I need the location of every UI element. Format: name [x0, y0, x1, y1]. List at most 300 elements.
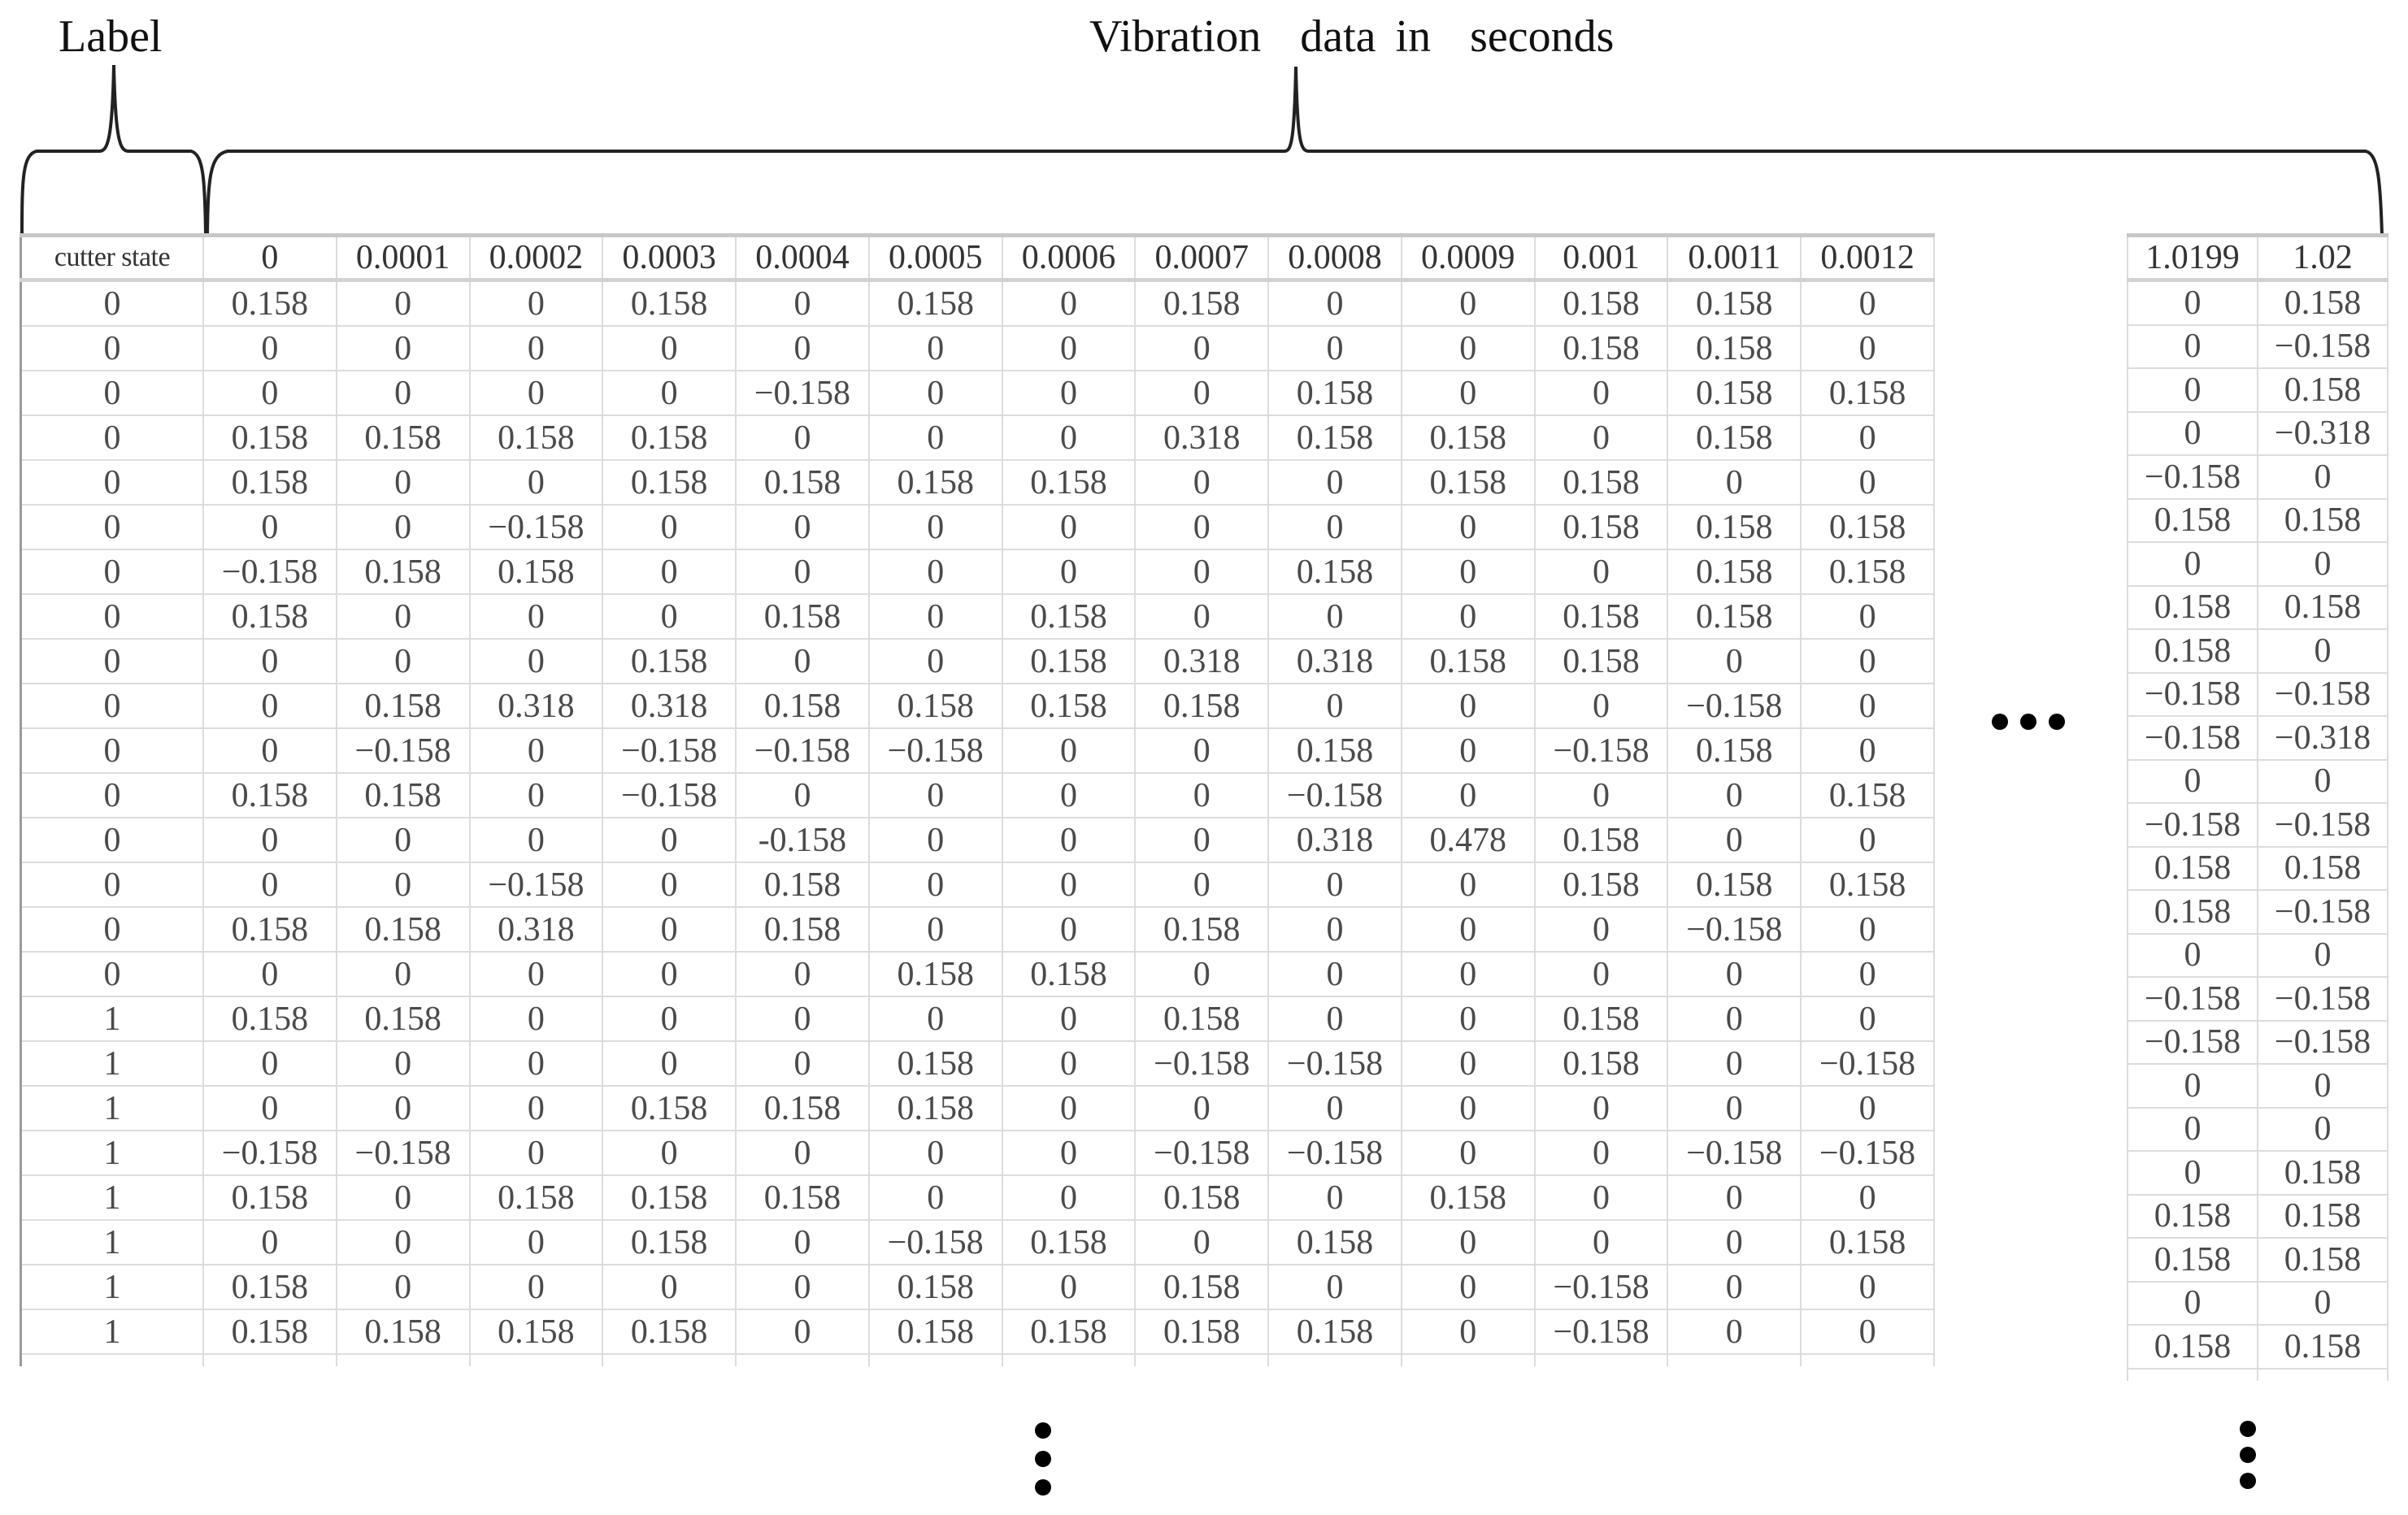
brace-annotations — [0, 0, 2408, 244]
vibration-cell: 0.158 — [869, 952, 1002, 996]
table-row — [2128, 586, 2388, 630]
vibration-cell: 0 — [1535, 415, 1668, 460]
vibration-cell: −0.158 — [337, 728, 470, 773]
vibration-cell: 0 — [1135, 594, 1268, 639]
column-header-time: 0.0003 — [602, 236, 736, 280]
vibration-cell: 0 — [337, 505, 470, 549]
vibration-cell: 0 — [470, 773, 603, 818]
vibration-cell: 0 — [1135, 460, 1268, 505]
vibration-cell: 0.158 — [337, 684, 470, 728]
table-row — [21, 1220, 1935, 1265]
table-row — [21, 460, 1935, 505]
vibration-cell: 0 — [736, 952, 869, 996]
vibration-cell: 0.158 — [1535, 505, 1668, 549]
vibration-cell: 0 — [1667, 639, 1801, 684]
vibration-cell: 0 — [1402, 1131, 1535, 1175]
vibration-cell: 0 — [1667, 996, 1801, 1041]
vibration-cell: 0 — [470, 594, 603, 639]
vibration-cell: 0 — [869, 415, 1002, 460]
vibration-cell: 0.158 — [736, 460, 869, 505]
vibration-cell: 0 — [1002, 1086, 1136, 1131]
table-row — [2128, 977, 2388, 1021]
vibration-cell: 0.158 — [337, 1309, 470, 1354]
header-row — [21, 236, 1935, 280]
vibration-cell: 0.158 — [203, 996, 337, 1041]
vibration-cell: 0 — [869, 818, 1002, 862]
vibration-cell: 0.158 — [1002, 460, 1136, 505]
table-row — [2128, 1021, 2388, 1065]
vibration-cell: 0.158 — [1535, 326, 1668, 371]
vibration-cell: 0 — [602, 818, 736, 862]
vibration-cell: 0 — [1667, 1041, 1801, 1086]
vibration-cell: −0.158 — [337, 1131, 470, 1175]
vibration-cell: 0.158 — [1135, 1265, 1268, 1309]
vibration-cell: 0 — [736, 1220, 869, 1265]
vibration-cell: 0 — [602, 996, 736, 1041]
vibration-cell: −0.158 — [602, 728, 736, 773]
vibration-cell: 0.158 — [869, 460, 1002, 505]
vibration-cell: 0.158 — [1667, 415, 1801, 460]
vibration-cell: −0.158 — [2128, 1021, 2258, 1065]
table-row — [21, 639, 1935, 684]
vibration-cell: -0.158 — [736, 818, 869, 862]
vibration-cell: 0 — [1002, 549, 1136, 594]
vibration-cell: 0.158 — [736, 1175, 869, 1220]
vibration-cell: 0 — [337, 639, 470, 684]
vibration-cell: 0 — [736, 505, 869, 549]
vibration-cell: 0.158 — [2128, 890, 2258, 934]
vibration-cell: 0 — [736, 415, 869, 460]
vibration-cell: 0 — [2258, 934, 2388, 978]
table-row — [2128, 1195, 2388, 1239]
vibration-cell: 0 — [1667, 818, 1801, 862]
vibration-cell: 0 — [203, 505, 337, 549]
vibration-cell: 0 — [602, 594, 736, 639]
vibration-cell: 0 — [1002, 862, 1136, 907]
vibration-cell: −0.158 — [2258, 673, 2388, 717]
vibration-cell: 0.158 — [1402, 1175, 1535, 1220]
vibration-cell: 0 — [337, 1175, 470, 1220]
vibration-cell: 0 — [869, 907, 1002, 952]
vibration-cell: 0 — [869, 1131, 1002, 1175]
vibration-cell: 0 — [470, 639, 603, 684]
vibration-cell: −0.158 — [2128, 673, 2258, 717]
vibration-cell: 0.158 — [1801, 505, 1934, 549]
vibration-cell: 0 — [1667, 773, 1801, 818]
vibration-cell: 0 — [337, 1265, 470, 1309]
vibration-cell: 0 — [869, 326, 1002, 371]
vibration-cell: 0 — [470, 1131, 603, 1175]
vibration-cell: 0 — [1667, 460, 1801, 505]
table-row — [21, 818, 1935, 862]
vibration-cell: 0 — [470, 996, 603, 1041]
vibration-cell: 0 — [2128, 368, 2258, 412]
vibration-cell: 0.158 — [470, 549, 603, 594]
vibration-cell: 0 — [470, 280, 603, 327]
vibration-cell: 0 — [2128, 1108, 2258, 1152]
column-header-time: 0.0011 — [1667, 236, 1801, 280]
column-header-cutter-state: cutter state — [21, 236, 204, 280]
vibration-cell: −0.158 — [2258, 890, 2388, 934]
table-row — [21, 996, 1935, 1041]
vibration-cell: −0.158 — [602, 773, 736, 818]
vibration-cell: 0 — [1002, 505, 1136, 549]
vibration-cell: 0.158 — [203, 460, 337, 505]
vibration-cell: 0 — [1667, 1309, 1801, 1354]
vibration-cell: 0 — [1402, 326, 1535, 371]
vibration-cell: 0 — [869, 505, 1002, 549]
vibration-cell: 0.158 — [203, 1265, 337, 1309]
vibration-cell: 0.158 — [602, 415, 736, 460]
vibration-cell: 0 — [1268, 505, 1402, 549]
cutter-state-cell: 0 — [21, 907, 204, 952]
vibration-cell: 0 — [1535, 371, 1668, 415]
vibration-cell: 0.318 — [1135, 415, 1268, 460]
truncated-cell — [1801, 1354, 1934, 1366]
vibration-cell: −0.158 — [1135, 1131, 1268, 1175]
vibration-cell: 0.158 — [337, 773, 470, 818]
vibration-cell: 0.158 — [1667, 549, 1801, 594]
vibration-cell: 0 — [1002, 371, 1136, 415]
vibration-cell: 0 — [1535, 684, 1668, 728]
vibration-cell: 0 — [1002, 996, 1136, 1041]
vibration-cell: 0 — [1135, 505, 1268, 549]
vibration-cell: 0 — [1801, 1086, 1934, 1131]
vibration-cell: 0 — [1801, 326, 1934, 371]
vibration-cell: 0.158 — [1268, 728, 1402, 773]
vibration-cell: −0.158 — [1801, 1041, 1934, 1086]
vibration-cell: −0.158 — [1535, 728, 1668, 773]
vibration-cell: 0 — [2128, 325, 2258, 369]
vibration-cell: 0.158 — [602, 460, 736, 505]
vibration-cell: 0.158 — [602, 1309, 736, 1354]
vibration-cell: 0 — [869, 773, 1002, 818]
vibration-cell: 0.158 — [2258, 586, 2388, 630]
vibration-cell: 0 — [2128, 412, 2258, 456]
cutter-state-cell: 0 — [21, 952, 204, 996]
vibration-cell: −0.158 — [1667, 684, 1801, 728]
vibration-cell: 0 — [1402, 773, 1535, 818]
vibration-cell: 0 — [1402, 1041, 1535, 1086]
vibration-cell: 0 — [602, 1131, 736, 1175]
vibration-cell: 0.158 — [2258, 1238, 2388, 1282]
table-row — [21, 549, 1935, 594]
vibration-cell: 0 — [1801, 280, 1934, 327]
vibration-cell: 0.158 — [337, 907, 470, 952]
vibration-cell: 0 — [869, 549, 1002, 594]
vibration-cell: 0 — [1002, 1131, 1136, 1175]
vibration-cell: 0.158 — [1002, 594, 1136, 639]
column-header-time: 0.0008 — [1268, 236, 1402, 280]
vibration-cell: 0.318 — [470, 684, 603, 728]
vibration-cell: 0 — [736, 1131, 869, 1175]
vibration-cell: −0.158 — [2128, 455, 2258, 499]
table-row — [21, 594, 1935, 639]
vibration-cell: 0 — [2128, 1064, 2258, 1108]
table-row — [2128, 412, 2388, 456]
vibration-cell: 0.158 — [1135, 907, 1268, 952]
vibration-cell: 0 — [1667, 952, 1801, 996]
vibration-cell: 0 — [1002, 1265, 1136, 1309]
vibration-cell: 0 — [337, 1220, 470, 1265]
vibration-cell: 0.158 — [2128, 1238, 2258, 1282]
vibration-cell: 0 — [1801, 684, 1934, 728]
cutter-state-cell: 0 — [21, 415, 204, 460]
vibration-cell: 0 — [736, 280, 869, 327]
truncated-cell — [470, 1354, 603, 1366]
vibration-cell: 0 — [203, 639, 337, 684]
vibration-cell: 0 — [1268, 952, 1402, 996]
vibration-cell: 0 — [736, 773, 869, 818]
vibration-data-heading: Vibration data in seconds — [1089, 11, 1615, 62]
vibration-cell: 0.158 — [1268, 1220, 1402, 1265]
vibration-cell: 0 — [470, 728, 603, 773]
vibration-cell: −0.158 — [2128, 803, 2258, 847]
cutter-state-cell: 0 — [21, 505, 204, 549]
vibration-cell: 0.158 — [1667, 505, 1801, 549]
vibration-cell: 0.158 — [2128, 629, 2258, 673]
truncated-cell — [21, 1354, 204, 1366]
vibration-cell: 0 — [203, 326, 337, 371]
vibration-cell: 0 — [1801, 1265, 1934, 1309]
truncated-cell — [2258, 1369, 2388, 1381]
vibration-cell: 0.158 — [1535, 818, 1668, 862]
vibration-cell: 0 — [203, 684, 337, 728]
vibration-cell: −0.158 — [2258, 977, 2388, 1021]
vibration-cell: 0.158 — [2128, 1325, 2258, 1369]
vibration-cell: 0 — [602, 371, 736, 415]
vibration-cell: 0 — [1268, 280, 1402, 327]
vibration-cell: 0.158 — [1002, 952, 1136, 996]
table-row — [2128, 803, 2388, 847]
vibration-cell: 0 — [1402, 1265, 1535, 1309]
vibration-cell: 0.158 — [1268, 1309, 1402, 1354]
vibration-cell: 0 — [602, 907, 736, 952]
vibration-cell: 0.158 — [602, 639, 736, 684]
vibration-cell: 0 — [602, 326, 736, 371]
table-row — [2128, 1325, 2388, 1369]
truncated-cell — [869, 1354, 1002, 1366]
table-row — [2128, 1282, 2388, 1326]
vibration-cell: 0 — [1402, 862, 1535, 907]
vibration-cell: 0 — [337, 1041, 470, 1086]
vibration-cell: 0.158 — [1667, 326, 1801, 371]
vibration-cell: 0 — [1135, 773, 1268, 818]
vibration-cell: 0.158 — [1268, 549, 1402, 594]
vibration-cell: 0 — [203, 1220, 337, 1265]
vibration-cell: 0 — [1135, 1220, 1268, 1265]
vibration-cell: 0 — [602, 549, 736, 594]
table-row — [21, 1309, 1935, 1354]
vibration-cell: 0.158 — [2258, 280, 2388, 325]
vibration-cell: 0 — [1535, 773, 1668, 818]
vibration-cell: 0 — [203, 371, 337, 415]
table-row — [21, 907, 1935, 952]
vibration-cell: −0.158 — [203, 1131, 337, 1175]
vibration-cell: 0.158 — [1002, 684, 1136, 728]
cutter-state-cell: 0 — [21, 280, 204, 327]
table-row — [21, 684, 1935, 728]
table-row — [21, 952, 1935, 996]
vibration-cell: 0 — [2258, 455, 2388, 499]
vibration-cell: 0.158 — [602, 280, 736, 327]
vibration-cell: −0.318 — [2258, 716, 2388, 760]
vibration-cell: 0 — [1002, 773, 1136, 818]
truncated-cell — [1002, 1354, 1136, 1366]
vibration-cell: 0 — [736, 549, 869, 594]
table-row — [2128, 934, 2388, 978]
table-row — [21, 505, 1935, 549]
vibration-cell: 0 — [2128, 1282, 2258, 1326]
vibration-cell: 0 — [203, 818, 337, 862]
vibration-cell: 0.158 — [1801, 549, 1934, 594]
vibration-cell: 0 — [470, 1265, 603, 1309]
vibration-cell: 0 — [1268, 1086, 1402, 1131]
vibration-cell: −0.158 — [869, 1220, 1002, 1265]
vibration-cell: 0.158 — [1002, 1220, 1136, 1265]
label-heading: Label — [59, 11, 163, 62]
vibration-cell: 0 — [1535, 549, 1668, 594]
column-header-time: 0.001 — [1535, 236, 1668, 280]
table-row — [21, 773, 1935, 818]
vibration-cell: 0 — [203, 728, 337, 773]
vibration-cell: 0 — [2258, 1282, 2388, 1326]
vibration-cell: 0 — [1402, 1086, 1535, 1131]
vibration-cell: 0 — [1402, 996, 1535, 1041]
vibration-cell: 0 — [337, 818, 470, 862]
vibration-cell: 0.158 — [203, 1309, 337, 1354]
cutter-state-cell: 0 — [21, 818, 204, 862]
column-header-time: 0 — [203, 236, 337, 280]
table-row — [21, 1131, 1935, 1175]
vibration-cell: 0 — [1801, 818, 1934, 862]
vibration-cell: 0 — [869, 1175, 1002, 1220]
vibration-cell: 0.158 — [1801, 773, 1934, 818]
vibration-cell: 0 — [1801, 639, 1934, 684]
cutter-state-cell: 0 — [21, 371, 204, 415]
vibration-cell: 0 — [1002, 280, 1136, 327]
vibration-cell: 0 — [736, 326, 869, 371]
vibration-cell: 0.158 — [2258, 1195, 2388, 1239]
truncated-cell — [1535, 1354, 1668, 1366]
cutter-state-cell: 0 — [21, 684, 204, 728]
cutter-state-cell: 0 — [21, 773, 204, 818]
table-row — [2128, 629, 2388, 673]
column-header-time: 0.0004 — [736, 236, 869, 280]
vibration-cell: 0 — [1667, 1175, 1801, 1220]
vibration-cell: 0.158 — [1667, 728, 1801, 773]
vibration-cell: 0.158 — [1667, 280, 1801, 327]
table-row — [2128, 455, 2388, 499]
vibration-cell: 0.158 — [1535, 280, 1668, 327]
cutter-state-cell: 0 — [21, 594, 204, 639]
vibration-cell: 0 — [203, 1086, 337, 1131]
vibration-cell: 0 — [337, 1086, 470, 1131]
table-row — [2128, 847, 2388, 891]
vibration-cell: 0.158 — [1667, 594, 1801, 639]
vibration-cell: 0 — [869, 594, 1002, 639]
vibration-cell: 0 — [337, 371, 470, 415]
vibration-cell: 0 — [2128, 280, 2258, 325]
vibration-cell: 0 — [470, 326, 603, 371]
vibration-cell: 0 — [1402, 728, 1535, 773]
vibration-cell: 0 — [1402, 1220, 1535, 1265]
cutter-state-cell: 0 — [21, 460, 204, 505]
vibration-cell: 0 — [602, 1265, 736, 1309]
right-data-table — [2127, 233, 2388, 1381]
vibration-cell: 0.158 — [869, 1086, 1002, 1131]
table-row — [2128, 368, 2388, 412]
vibration-cell: 0.158 — [2128, 586, 2258, 630]
vibration-cell: 0 — [1002, 818, 1136, 862]
vibration-cell: 0.158 — [1135, 996, 1268, 1041]
truncated-cell — [602, 1354, 736, 1366]
table-row — [2128, 1064, 2388, 1108]
vibration-cell: 0 — [2128, 542, 2258, 586]
vibration-cell: −0.158 — [1667, 1131, 1801, 1175]
truncated-cell — [1268, 1354, 1402, 1366]
vibration-cell: 0 — [736, 1265, 869, 1309]
vibration-cell: 0.158 — [203, 594, 337, 639]
vibration-cell: 0 — [2258, 629, 2388, 673]
vibration-cell: 0.158 — [1535, 460, 1668, 505]
vibration-cell: 0 — [602, 862, 736, 907]
vibration-cell: 0.158 — [1135, 1175, 1268, 1220]
vibration-cell: 0 — [203, 952, 337, 996]
vibration-cell: 0 — [2258, 1108, 2388, 1152]
vibration-cell: 0.158 — [602, 1086, 736, 1131]
vibration-cell: 0.158 — [1002, 1309, 1136, 1354]
vibration-cell: 0 — [1667, 1265, 1801, 1309]
vibration-cell: −0.158 — [1268, 1041, 1402, 1086]
vibration-cell: 0.158 — [1268, 415, 1402, 460]
vibration-cell: 0 — [1402, 952, 1535, 996]
vibration-cell: 0 — [1402, 280, 1535, 327]
cutter-state-cell: 1 — [21, 1265, 204, 1309]
table-row — [2128, 1238, 2388, 1282]
vibration-cell: 0.158 — [470, 1175, 603, 1220]
vibration-cell: 0 — [1268, 1265, 1402, 1309]
vibration-cell: 0.158 — [203, 415, 337, 460]
vibration-cell: 0.158 — [1402, 639, 1535, 684]
vibration-cell: 0 — [337, 326, 470, 371]
header-row — [2128, 236, 2388, 280]
vibration-cell: 0.158 — [2258, 368, 2388, 412]
vibration-cell: 0 — [1135, 818, 1268, 862]
vibration-cell: 0.158 — [1535, 639, 1668, 684]
vibration-cell: 0.158 — [1535, 996, 1668, 1041]
vibration-cell: 0 — [1135, 952, 1268, 996]
vibration-cell: 0 — [1002, 728, 1136, 773]
vibration-cell: 0 — [203, 862, 337, 907]
truncated-cell — [1667, 1354, 1801, 1366]
vibration-cell: 0 — [2258, 760, 2388, 804]
vibration-cell: 0 — [869, 996, 1002, 1041]
vibration-cell: −0.158 — [736, 728, 869, 773]
vibration-cell: 0 — [869, 862, 1002, 907]
vibration-cell: 0 — [1268, 684, 1402, 728]
table-row — [21, 1041, 1935, 1086]
vibration-cell: 0 — [736, 996, 869, 1041]
cutter-state-cell: 1 — [21, 1220, 204, 1265]
vibration-cell: 0 — [1667, 1220, 1801, 1265]
vibration-cell: 0 — [1801, 460, 1934, 505]
vibration-cell: 0.318 — [1268, 639, 1402, 684]
vibration-cell: 0.158 — [1801, 1220, 1934, 1265]
vibration-cell: −0.158 — [1135, 1041, 1268, 1086]
vibration-cell: 0 — [1002, 415, 1136, 460]
truncated-cell — [203, 1354, 337, 1366]
